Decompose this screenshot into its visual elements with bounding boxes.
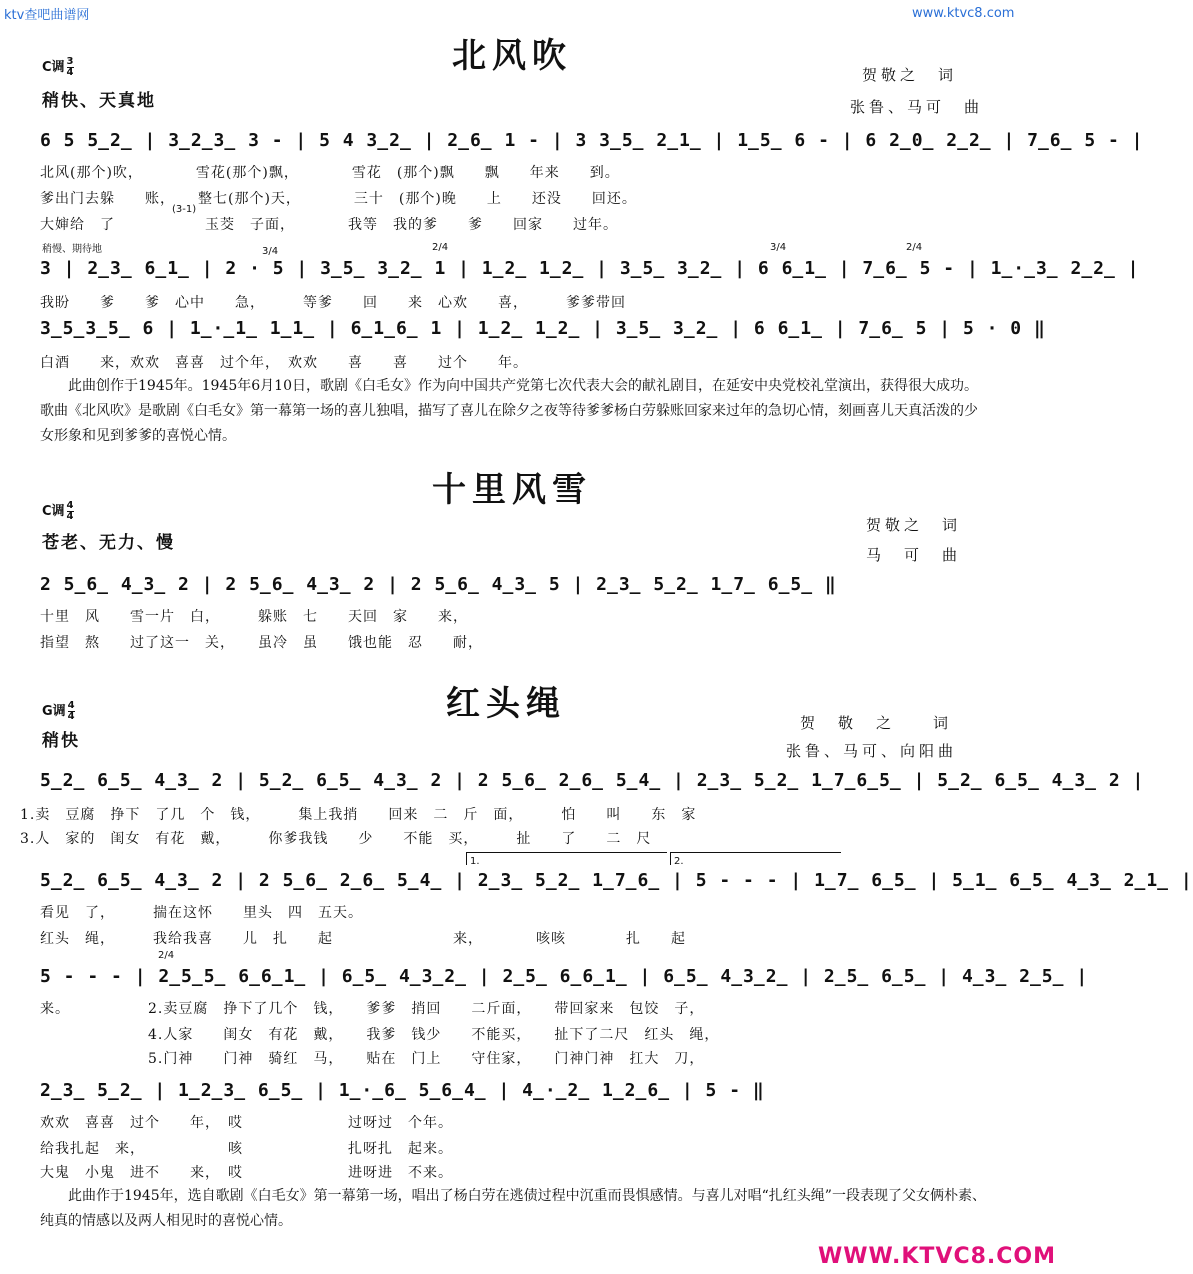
song3-score-line1: 5̲2̲ 6̲5̲ 4̲3̲ 2 | 5̲2̲ 6̲5̲ 4̲3̲ 2 | 2 5̲6̲ 2̲6̲ 5̲4̲ | 2̲3̲ 5̲2̲ 1̲7̲6̲5̲ | 5̲2̲ 6̲5̲ 4̲3̲ 2 |	[40, 770, 1145, 791]
song1-lyric3: 白酒 来，欢欢 喜喜 过个年， 欢欢 喜 喜 过个 年。	[40, 355, 528, 371]
song2-tempo: 苍老、无力、慢	[42, 533, 175, 553]
song2-lyric-verse1: 十里 风 雪一片 白， 躲账 七 天回 家 来，	[40, 609, 468, 625]
song3-tempo: 稍快	[42, 731, 80, 751]
song1-score-line3: 3̲5̲3̲5̲ 6 | 1̲·̲1̲ 1̲1̲ | 6̲1̲6̲ 1 | 1̲2̲ 1̲2̲ | 3̲5̲ 3̲2̲ | 6 6̲1̲ | 7̲6̲ 5 | 5 · 0 ‖	[40, 318, 1046, 339]
song1-tempo: 稍快、天真地	[42, 91, 156, 111]
song3-title: 红头绳	[446, 684, 566, 724]
song1-note: 此曲创作于1945年。1945年6月10日，歌剧《白毛女》作为向中国共产党第七次代表大会的献礼剧目，在延安中央党校礼堂演出，获得很大成功。歌曲《北风吹》是歌剧《白毛女》第一幕第一场的喜儿独唱，描写了喜儿在除夕之夜等待爹爹杨白劳躲账回家来过年的急切心情，刻画喜儿天真活泼的少女形象和见到爹爹的喜悦心情。	[40, 378, 978, 444]
song3-volta-1: 1.	[470, 856, 480, 867]
song1-title: 北风吹	[452, 36, 572, 76]
song3-lyricist: 贺 敬 之 词	[800, 714, 953, 732]
song1-score-line1: 6 5 5̲2̲ | 3̲2̲3̲ 3 - | 5 4 3̲2̲ | 2̲6̲ 1 - | 3 3̲5̲ 2̲1̲ | 1̲5̲ 6 - | 6 2̲0̲ 2̲2̲ | 7̲6̲ 5 - |	[40, 130, 1144, 151]
song1-lyric2: 我盼 爹 爹 心中 急， 等爹 回 来 心欢 喜， 爹爹带回	[40, 295, 626, 311]
song3-volta-2: 2.	[674, 856, 684, 867]
song3-lyric3-verse2: 2.卖豆腐 挣下了几个 钱， 爹爹 捎回 二斤面， 带回家来 包饺 子，	[148, 1001, 705, 1017]
song2-key-label: C调	[42, 504, 65, 519]
song1-composer: 张鲁、马可 曲	[850, 98, 984, 116]
song1-key	[42, 56, 74, 78]
song3-key-label: G调	[42, 704, 66, 719]
song3-lyric1-verse1: 1.卖 豆腐 挣下 了几 个 钱， 集上我捎 回来 二 斤 面， 怕 叫 东 家	[20, 807, 697, 823]
song3-time-signature	[68, 701, 75, 722]
song3-score-line3: 5 - - - | 2̲5̲5̲ 6̲6̲1̲ | 6̲5̲ 4̲3̲2̲ | 2̲5̲ 6̲6̲1̲ | 6̲5̲ 4̲3̲2̲ | 2̲5̲ 6̲5̲ | 4̲3̲ 2̲5̲ |	[40, 966, 1089, 987]
song1-key-label: C调	[42, 60, 65, 75]
song3-time-den: 4	[67, 711, 75, 722]
song3-lyric2-verse1: 看见 了， 揣在这怀 里头 四 五天。	[40, 905, 363, 921]
song2-score-line1: 2 5̲6̲ 4̲3̲ 2 | 2 5̲6̲ 4̲3̲ 2 | 2 5̲6̲ 4̲3̲ 5 | 2̲3̲ 5̲2̲ 1̲7̲ 6̲5̲ ‖	[40, 574, 837, 595]
song3-score-line4: 2̲3̲ 5̲2̲ | 1̲2̲3̲ 6̲5̲ | 1̲·̲6̲ 5̲6̲4̲ | 4̲·̲2̲ 1̲2̲6̲ | 5 - ‖	[40, 1080, 765, 1101]
song3-composer: 张鲁、马可、向阳曲	[786, 742, 958, 760]
song1-meter-change-2: 2/4	[432, 242, 449, 253]
song1-time-den: 4	[66, 67, 74, 78]
site-watermark-right: www.ktvc8.com	[912, 6, 1015, 21]
song3-lyric3-ending: 来。	[40, 1001, 70, 1017]
song1-lyric1-verse3: 大婶给 了 玉茭 子面， 我等 我的爹 爹 回家 过年。	[40, 217, 618, 233]
song1-time-signature	[67, 57, 74, 78]
song2-title: 十里风雪	[432, 470, 592, 510]
song3-lyric4-verse3: 大鬼 小鬼 进不 来， 哎 进呀进 不来。	[40, 1165, 453, 1181]
song1-mark: (3-1)	[172, 204, 197, 215]
song3-volta-bracket-1	[466, 852, 667, 865]
song3-note: 此曲作于1945年，选自歌剧《白毛女》第一幕第一场，唱出了杨白劳在逃债过程中沉重而畏惧感情。与喜儿对唱“扎红头绳”一段表现了父女俩朴素、纯真的情感以及两人相见时的喜悦心情。	[40, 1188, 986, 1229]
song3-lyric4-verse2: 给我扎起 来， 咳 扎呀扎 起来。	[40, 1141, 453, 1157]
song2-lyricist: 贺敬之 词	[866, 516, 962, 534]
song2-lyric-verse2: 指望 熬 过了这一 关， 虽冷 虽 饿也能 忍 耐，	[40, 635, 483, 651]
song1-meter-change-3: 3/4	[770, 242, 787, 253]
song2-time-den: 4	[66, 511, 74, 522]
song1-meter-change-1: 3/4	[262, 246, 279, 257]
song3-meter-change: 2/4	[158, 950, 175, 961]
song2-composer: 马 可 曲	[866, 546, 962, 564]
song1-lyric1-verse2: 爹出门去躲 账， 整七(那个)天， 三十 (那个)晚 上 还没 回还。	[40, 191, 637, 207]
song3-volta-bracket-2	[670, 852, 841, 865]
song3-time-num: 4	[67, 700, 75, 711]
song3-lyric1-verse3: 3.人 家的 闺女 有花 戴， 你爹我钱 少 不能 买， 扯 了 二 尺	[20, 831, 652, 847]
song3-lyric3-verse4: 4.人家 闺女 有花 戴， 我爹 钱少 不能买， 扯下了二尺 红头 绳，	[148, 1027, 720, 1043]
song2-time-num: 4	[66, 500, 74, 511]
song3-lyric2-verse2: 红头 绳， 我给我喜 儿 扎 起 来， 咳咳 扎 起	[40, 931, 686, 947]
song1-meter-change-4: 2/4	[906, 242, 923, 253]
song3-score-line2: 5̲2̲ 6̲5̲ 4̲3̲ 2 | 2 5̲6̲ 2̲6̲ 5̲4̲ | 2̲3̲ 5̲2̲ 1̲7̲6̲ | 5 - - - | 1̲7̲ 6̲5̲ | 5̲1̲ 6̲5̲ 4̲3̲ 2̲1̲ |	[40, 870, 1193, 891]
song1-lyric1-verse1: 北风(那个)吹， 雪花(那个)飘， 雪花 (那个)飘 飘 年来 到。	[40, 165, 620, 181]
song3-lyric3-verse5: 5.门神 门神 骑红 马， 贴在 门上 守住家， 门神门神 扛大 刀，	[148, 1051, 705, 1067]
song2-key	[42, 500, 74, 522]
site-watermark-left: ktv查吧曲谱网	[4, 8, 90, 23]
song3-key	[42, 700, 75, 722]
song1-lyricist: 贺敬之 词	[862, 66, 958, 84]
song1-tempo-change: 稍慢、期待地	[42, 244, 102, 255]
song2-time-signature	[67, 501, 74, 522]
site-watermark-bottom: WWW.KTVC8.COM	[818, 1244, 1056, 1269]
song3-lyric4-verse1: 欢欢 喜喜 过个 年， 哎 过呀过 个年。	[40, 1115, 453, 1131]
song1-time-num: 3	[66, 56, 74, 67]
song1-score-line2: 3 | 2̲3̲ 6̲1̲ | 2 · 5 | 3̲5̲ 3̲2̲ 1 | 1̲2̲ 1̲2̲ | 3̲5̲ 3̲2̲ | 6 6̲1̲ | 7̲6̲ 5 - | 1̲·̲3̲ 2̲2̲ |	[40, 258, 1140, 279]
